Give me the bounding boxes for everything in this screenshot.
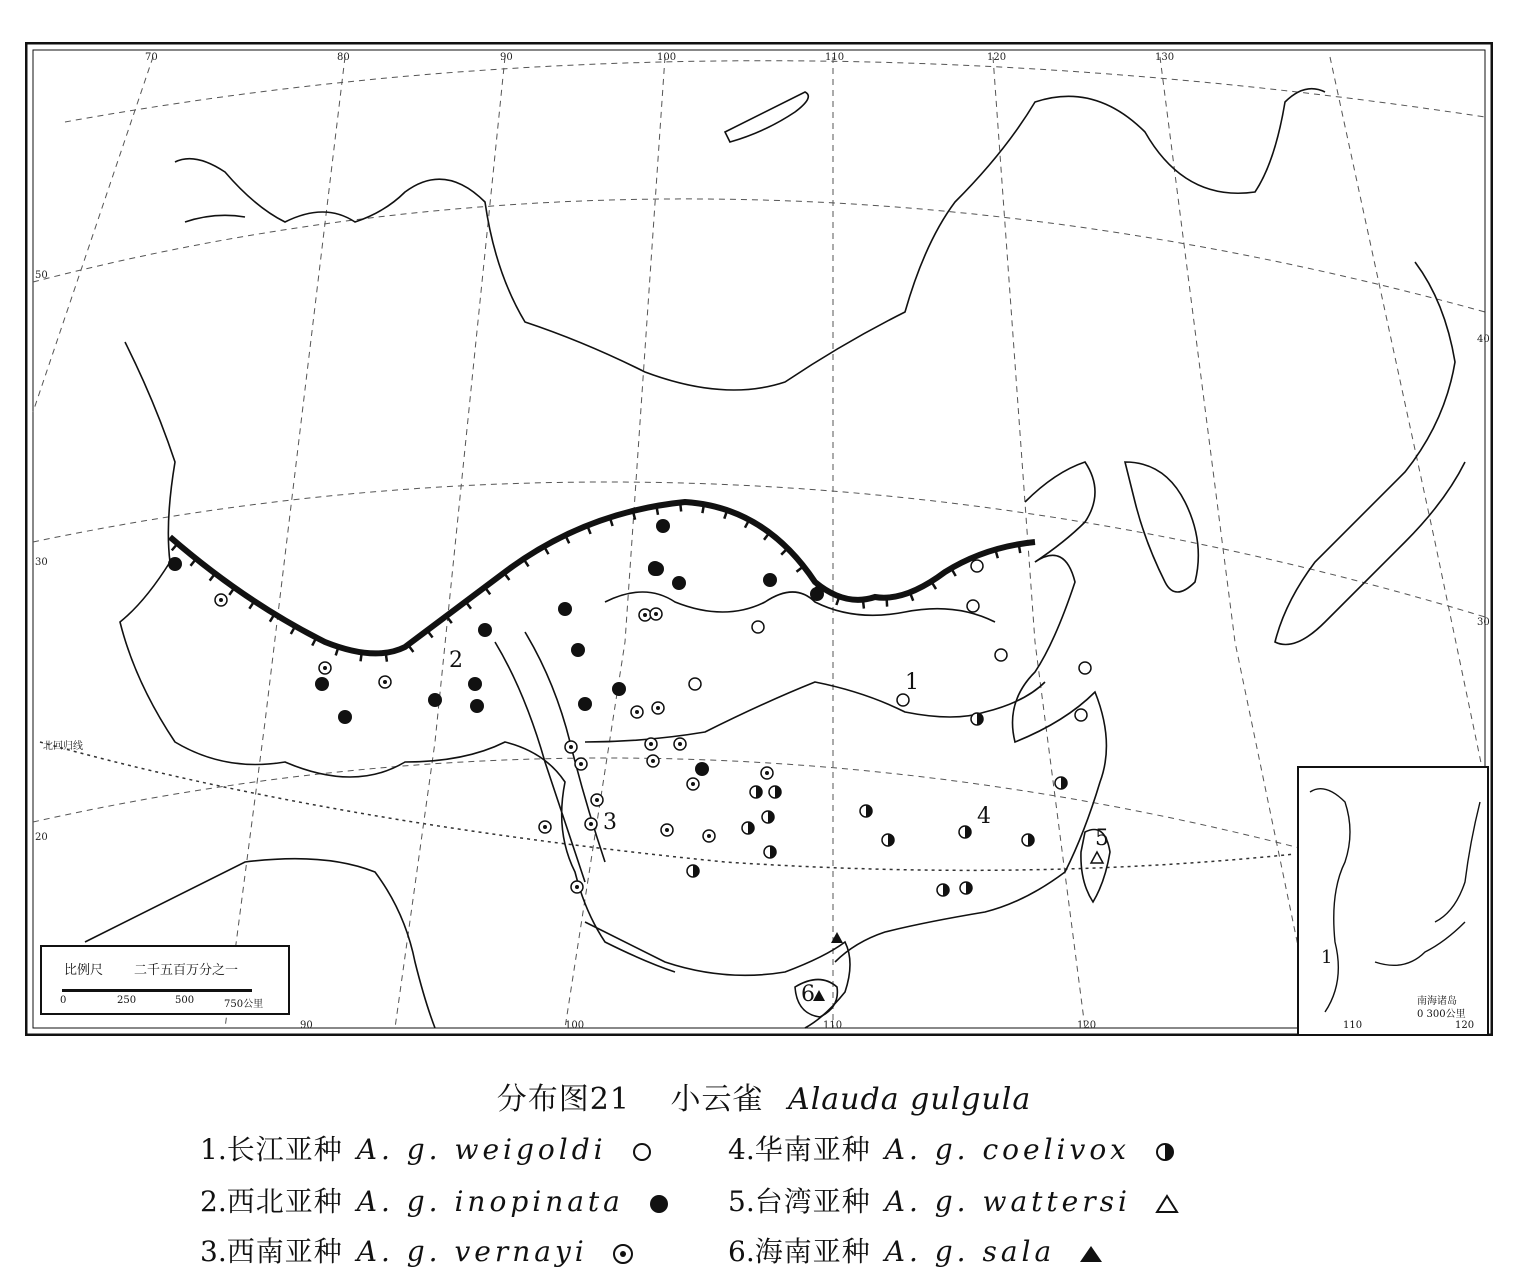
- east-coast: [835, 555, 1106, 962]
- coelivox-record-marker: [764, 846, 776, 858]
- vernayi-record-marker: [645, 738, 657, 750]
- vernayi-record-marker: [539, 821, 551, 833]
- weigoldi-record-marker: [967, 600, 979, 612]
- weigoldi-record-marker: [971, 560, 983, 572]
- legend-chinese-name: 台湾亚种: [754, 1185, 871, 1218]
- vernayi-record-marker: [575, 758, 587, 770]
- longitude-line: [395, 57, 505, 1028]
- wattersi-record-marker: [1091, 852, 1103, 863]
- inopinata-record-marker: [578, 697, 592, 711]
- inopinata-record-marker: [338, 710, 352, 724]
- inset-scale: 0 300公里: [1417, 1009, 1466, 1020]
- coastlines: [85, 89, 1465, 1028]
- region-number: 5: [1095, 826, 1109, 851]
- scale-tick: 500: [175, 995, 195, 1006]
- filled-circle-icon: [647, 1192, 671, 1216]
- legend-chinese-name: 海南亚种: [754, 1235, 871, 1268]
- legend-chinese-name: 西南亚种: [226, 1235, 343, 1268]
- legend-scientific-name: A. g. sala: [884, 1235, 1056, 1268]
- longitude-line: [33, 57, 153, 412]
- legend-number: 6.: [728, 1235, 755, 1268]
- weigoldi-record-marker: [1075, 709, 1087, 721]
- vernayi-record-marker: [674, 738, 686, 750]
- region-number: 2: [449, 648, 463, 673]
- scale-tick: 0: [60, 995, 67, 1006]
- latitude-label: 30: [1477, 617, 1490, 628]
- legend-item: [728, 1180, 1180, 1220]
- longitude-label: 90: [300, 1020, 313, 1031]
- vernayi-record-marker: [631, 706, 643, 718]
- region-number: 1: [905, 670, 919, 695]
- figure-number: 分布图21: [496, 1082, 630, 1117]
- legend-number: 3.: [200, 1235, 227, 1268]
- boundary-tick: [680, 503, 681, 512]
- legend-number: 5.: [728, 1185, 755, 1218]
- boundary-tick: [887, 598, 888, 607]
- scale-tick: 250: [117, 995, 137, 1006]
- coelivox-record-marker: [960, 882, 972, 894]
- vernayi-record-marker: [639, 609, 651, 621]
- longitude-label: 110: [825, 52, 845, 63]
- longitude-label: 130: [1155, 52, 1175, 63]
- coelivox-record-marker: [860, 805, 872, 817]
- map-inner-border: [33, 50, 1485, 1028]
- vernayi-record-marker: [650, 608, 662, 620]
- inset-title: 南海诸岛: [1417, 996, 1457, 1007]
- longitude-label: 120: [1077, 1020, 1097, 1031]
- vernayi-record-marker: [591, 794, 603, 806]
- indochina-coast: [585, 922, 850, 1028]
- coelivox-record-marker: [750, 786, 762, 798]
- vernayi-record-marker: [379, 676, 391, 688]
- boundary-tick: [361, 652, 362, 661]
- boundary-line: [170, 502, 1035, 653]
- latitude-lines: [33, 61, 1485, 902]
- inopinata-record-marker: [672, 576, 686, 590]
- inopinata-record-marker: [571, 643, 585, 657]
- inset-longitude: 120: [1455, 1020, 1475, 1031]
- inopinata-record-marker: [763, 573, 777, 587]
- boundary-ticks: [172, 503, 1020, 662]
- inopinata-record-marker: [470, 699, 484, 713]
- vernayi-record-marker: [319, 662, 331, 674]
- vernayi-record-marker: [661, 824, 673, 836]
- inset-marker: 1: [1321, 947, 1333, 968]
- scale-title: 比例尺: [64, 963, 104, 978]
- legend-number: 2.: [200, 1185, 227, 1218]
- legend-item: [728, 1128, 1177, 1168]
- scale-ratio: 二千五百万分之一: [134, 963, 239, 978]
- longitude-label: 100: [565, 1020, 585, 1031]
- legend-scientific-name: A. g. vernayi: [356, 1235, 588, 1268]
- lake-balkhash: [185, 215, 245, 222]
- legend-number: 4.: [728, 1133, 755, 1166]
- longitude-label: 100: [657, 52, 677, 63]
- region-number: 3: [603, 810, 617, 835]
- inopinata-record-marker: [478, 623, 492, 637]
- tropic-of-cancer: [40, 742, 1295, 870]
- region-number: 6: [801, 982, 815, 1007]
- weigoldi-record-marker: [689, 678, 701, 690]
- yellow-river: [605, 592, 995, 622]
- south-china-sea-inset: [1298, 767, 1488, 1035]
- boundary-tick: [702, 504, 704, 513]
- legend-item: [200, 1180, 671, 1220]
- longitude-label: 90: [500, 52, 513, 63]
- map-canvas: [25, 42, 1493, 1036]
- latitude-arc: [33, 758, 1485, 902]
- coelivox-record-marker: [687, 865, 699, 877]
- figure-caption: [0, 1074, 1528, 1118]
- coelivox-record-marker: [769, 786, 781, 798]
- longitude-label: 70: [145, 52, 158, 63]
- inopinata-record-marker: [656, 519, 670, 533]
- longitude-line: [1160, 57, 1315, 1028]
- tropic-label: 北回归线: [43, 741, 83, 752]
- filled-triangle-icon: [1078, 1242, 1104, 1266]
- coelivox-record-marker: [971, 713, 983, 725]
- open-triangle-icon: [1154, 1192, 1180, 1216]
- latin-name: Alauda gulgula: [788, 1082, 1032, 1117]
- weigoldi-record-marker: [1079, 662, 1091, 674]
- half-filled-circle-icon: [1153, 1140, 1177, 1164]
- coelivox-record-marker: [762, 811, 774, 823]
- coelivox-record-marker: [742, 822, 754, 834]
- latitude-arc: [65, 61, 1485, 122]
- inopinata-record-marker: [695, 762, 709, 776]
- inopinata-record-marker: [612, 682, 626, 696]
- legend-scientific-name: A. g. weigoldi: [356, 1133, 607, 1166]
- coelivox-record-marker: [1055, 777, 1067, 789]
- lake-baikal: [725, 92, 808, 142]
- scale-tick: 750公里: [224, 999, 264, 1010]
- longitude-label: 80: [337, 52, 350, 63]
- legend-scientific-name: A. g. wattersi: [884, 1185, 1131, 1218]
- vernayi-record-marker: [571, 881, 583, 893]
- vernayi-record-marker: [761, 767, 773, 779]
- record-markers: [168, 519, 1103, 1001]
- boundary-tick: [1019, 544, 1021, 553]
- inopinata-record-marker: [168, 557, 182, 571]
- coelivox-record-marker: [937, 884, 949, 896]
- map-outer-border: [26, 43, 1492, 1035]
- japan-coast: [1275, 262, 1465, 645]
- legend-scientific-name: A. g. coelivox: [884, 1133, 1130, 1166]
- korea-coast: [1125, 462, 1198, 592]
- inopinata-record-marker: [428, 693, 442, 707]
- legend-number: 1.: [200, 1133, 227, 1166]
- coelivox-record-marker: [882, 834, 894, 846]
- bohai-coast: [1025, 462, 1095, 562]
- boundary-tick: [863, 600, 864, 609]
- vernayi-record-marker: [703, 830, 715, 842]
- inopinata-record-marker: [558, 602, 572, 616]
- legend-scientific-name: A. g. inopinata: [356, 1185, 624, 1218]
- northern-border: [175, 89, 1325, 390]
- longitude-line: [225, 57, 345, 1028]
- legend-item: [728, 1230, 1104, 1270]
- distribution-boundary: [170, 502, 1035, 662]
- longitude-lines: [33, 57, 1485, 1028]
- latitude-arc: [33, 199, 1485, 312]
- western-border: [120, 342, 675, 972]
- latitude-label: 30: [35, 557, 48, 568]
- vernayi-record-marker: [565, 741, 577, 753]
- weigoldi-record-marker: [995, 649, 1007, 661]
- inset-longitude: 110: [1343, 1020, 1363, 1031]
- inopinata-record-marker: [648, 561, 662, 575]
- longitude-label: 110: [823, 1020, 843, 1031]
- boundary-tick: [656, 506, 658, 515]
- legend-item: [200, 1230, 635, 1270]
- coelivox-record-marker: [959, 826, 971, 838]
- vernayi-record-marker: [687, 778, 699, 790]
- common-name: 小云雀: [670, 1082, 764, 1117]
- latitude-label: 40: [1477, 334, 1490, 345]
- distribution-map: [25, 42, 1493, 1036]
- vernayi-record-marker: [585, 818, 597, 830]
- latitude-label: 50: [35, 270, 48, 281]
- legend-chinese-name: 西北亚种: [226, 1185, 343, 1218]
- vernayi-record-marker: [647, 755, 659, 767]
- longitude-line: [993, 57, 1085, 1028]
- weigoldi-record-marker: [897, 694, 909, 706]
- mekong-river: [495, 642, 585, 882]
- boundary-tick: [386, 653, 387, 662]
- inopinata-record-marker: [810, 587, 824, 601]
- legend-chinese-name: 长江亚种: [226, 1133, 343, 1166]
- coelivox-record-marker: [1022, 834, 1034, 846]
- latitude-label: 20: [35, 832, 48, 843]
- inopinata-record-marker: [468, 677, 482, 691]
- legend-chinese-name: 华南亚种: [754, 1133, 871, 1166]
- scale-bar: [62, 989, 252, 992]
- longitude-line: [1330, 57, 1485, 782]
- region-number: 4: [977, 804, 991, 829]
- dotted-circle-icon: [611, 1242, 635, 1266]
- vernayi-record-marker: [652, 702, 664, 714]
- vernayi-record-marker: [215, 594, 227, 606]
- longitude-label: 120: [987, 52, 1007, 63]
- legend-item: [200, 1128, 654, 1168]
- open-circle-icon: [630, 1140, 654, 1164]
- inopinata-record-marker: [315, 677, 329, 691]
- scale-legend: [40, 945, 290, 1015]
- weigoldi-record-marker: [752, 621, 764, 633]
